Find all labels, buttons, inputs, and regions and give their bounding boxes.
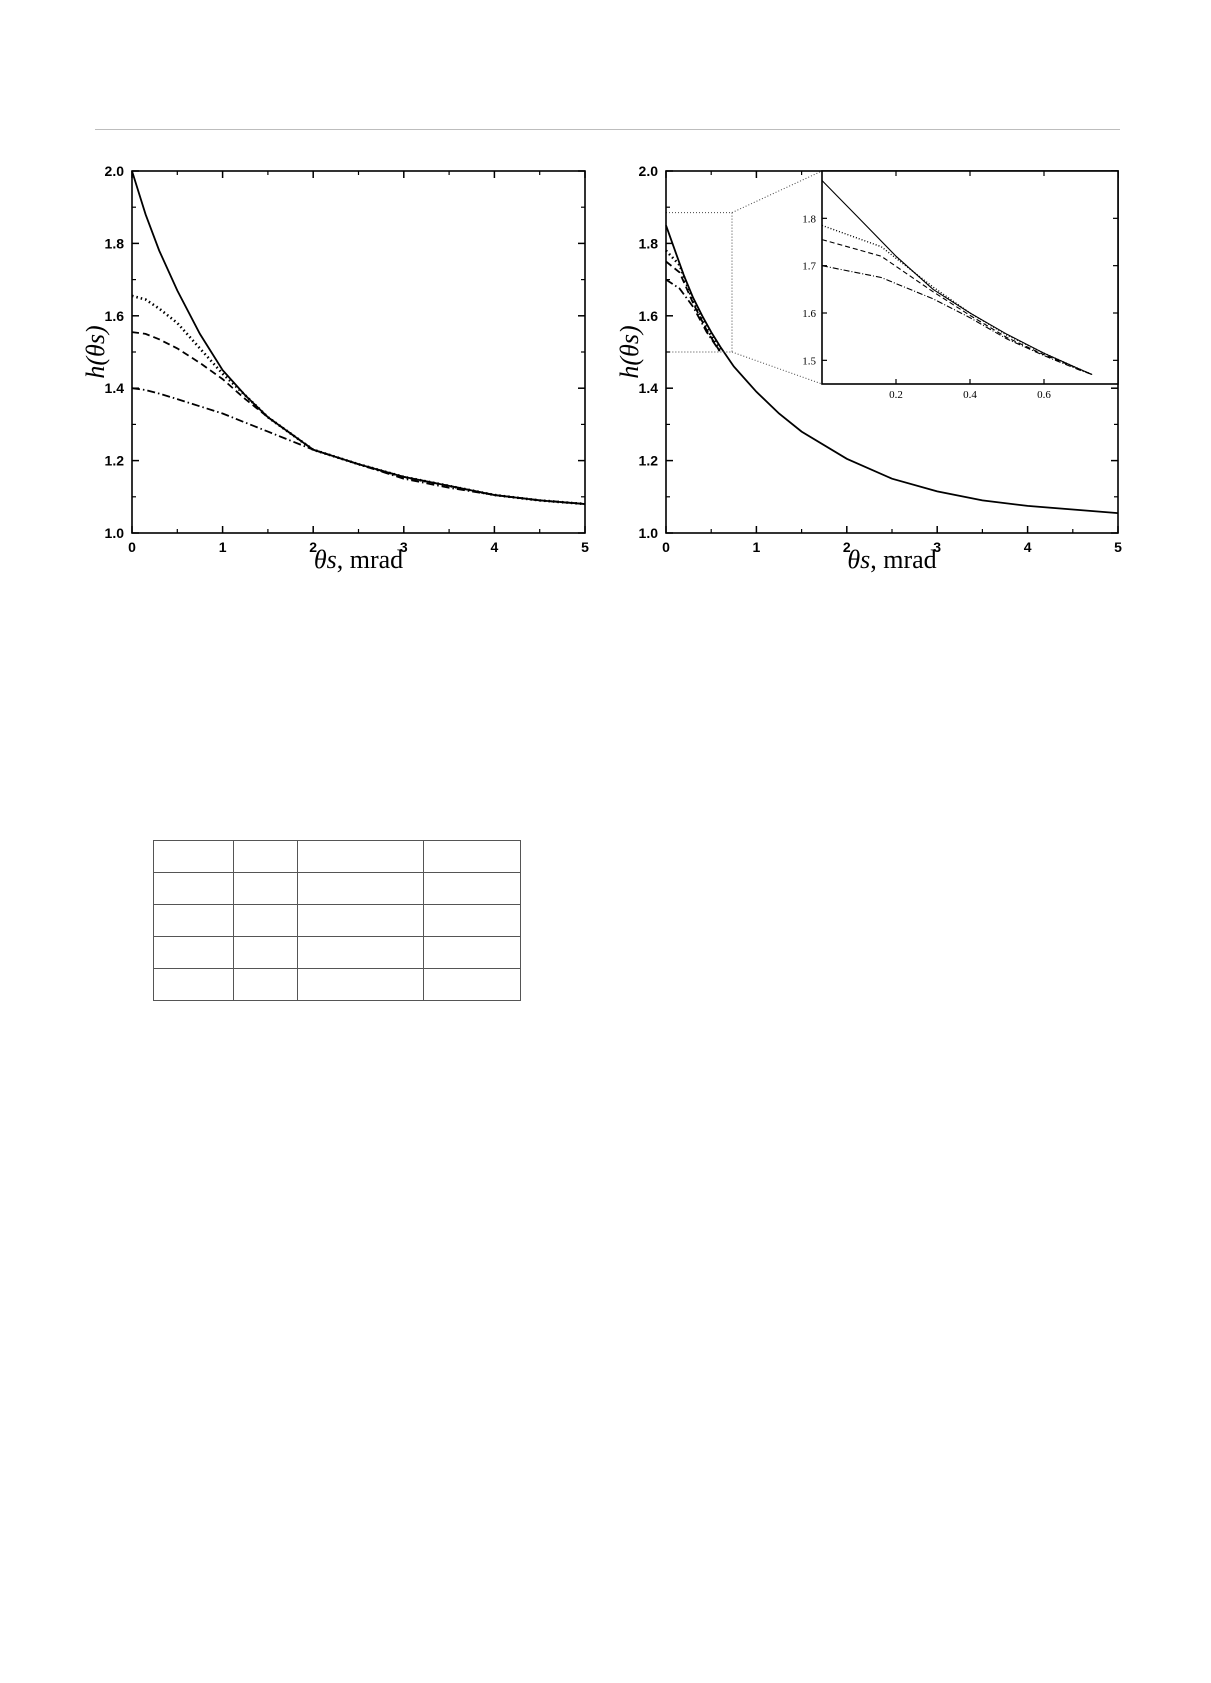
table-cell [154, 841, 234, 873]
x-axis-label-symbol: θs [313, 545, 337, 574]
table-cell [154, 905, 234, 937]
y-tick-label: 1.6 [104, 307, 124, 324]
main-series-dash-dot-line [666, 280, 720, 352]
y-tick-label: 1.2 [638, 452, 658, 469]
y-axis-label: h(θs) [615, 325, 644, 379]
main-series-solid-line [132, 171, 585, 504]
y-tick-label: 2.0 [638, 163, 658, 179]
inset-x-tick-label: 0.2 [889, 389, 903, 401]
inset-chart [802, 171, 1118, 401]
chart-left [81, 163, 589, 574]
y-tick-label: 1.2 [104, 452, 124, 469]
table-row [154, 937, 521, 969]
table-cell [154, 873, 234, 905]
y-axis-label: h(θs) [81, 325, 110, 379]
chart-right [615, 163, 1122, 574]
y-tick-label: 1.8 [638, 235, 658, 252]
main-series-dashed-line [132, 332, 585, 504]
inset-x-tick-label: 0.6 [1037, 389, 1051, 401]
table-cell [234, 841, 298, 873]
x-tick-label: 0 [128, 539, 136, 555]
x-tick-label: 1 [752, 539, 761, 555]
table-cell [234, 905, 298, 937]
inset-y-tick-label: 1.6 [802, 308, 816, 320]
x-tick-label: 3 [399, 539, 408, 555]
table-cell [234, 873, 298, 905]
table-cell [424, 841, 521, 873]
x-tick-label: 5 [581, 539, 589, 555]
table-cell [298, 873, 424, 905]
y-tick-label: 1.8 [104, 235, 124, 252]
plot-frame [132, 171, 585, 533]
table-cell [424, 937, 521, 969]
zoom-connector-top [732, 171, 822, 213]
table-cell [424, 873, 521, 905]
table-row [154, 841, 521, 873]
y-tick-label: 1.6 [638, 307, 658, 324]
x-tick-label: 4 [490, 539, 499, 555]
x-tick-label: 3 [933, 539, 942, 555]
table-cell [154, 937, 234, 969]
x-tick-label: 0 [662, 539, 670, 555]
x-tick-label: 2 [309, 539, 318, 555]
x-tick-label: 4 [1023, 539, 1032, 555]
table-body [154, 841, 521, 1001]
table-cell [234, 969, 298, 1001]
x-tick-label: 5 [1114, 539, 1122, 555]
table-cell [298, 905, 424, 937]
table-cell [154, 969, 234, 1001]
inset-y-tick-label: 1.7 [802, 260, 816, 273]
x-axis-label [314, 545, 403, 574]
x-axis-label-unit: , mrad [870, 545, 937, 574]
y-tick-label: 1.4 [104, 380, 124, 397]
main-series-dotted-line [666, 251, 720, 351]
empty-table [153, 840, 521, 1001]
table-cell [424, 905, 521, 937]
inset-y-tick-label: 1.8 [802, 213, 816, 226]
x-axis-label-symbol: θs [847, 545, 871, 574]
main-series-dotted-line [132, 296, 585, 504]
table-cell [298, 969, 424, 1001]
x-axis-label-unit: , mrad [336, 545, 404, 574]
y-tick-label: 1.0 [638, 525, 658, 541]
inset-y-tick-label: 1.5 [802, 355, 816, 368]
x-tick-label: 1 [218, 539, 227, 555]
y-tick-label: 1.0 [104, 525, 124, 541]
zoom-box [666, 213, 732, 352]
main-series-dash-dot-line [132, 388, 585, 504]
table-cell [298, 841, 424, 873]
table-row [154, 905, 521, 937]
table-row [154, 873, 521, 905]
y-tick-label: 2.0 [104, 163, 124, 179]
x-axis-label [847, 545, 936, 574]
inset-background [822, 171, 1118, 384]
table-cell [424, 969, 521, 1001]
table-cell [234, 937, 298, 969]
series-group [132, 171, 585, 504]
inset-x-tick-label: 0.4 [963, 389, 977, 401]
x-tick-label: 2 [842, 539, 851, 555]
table-cell [298, 937, 424, 969]
y-tick-label: 1.4 [638, 380, 658, 397]
table-row [154, 969, 521, 1001]
